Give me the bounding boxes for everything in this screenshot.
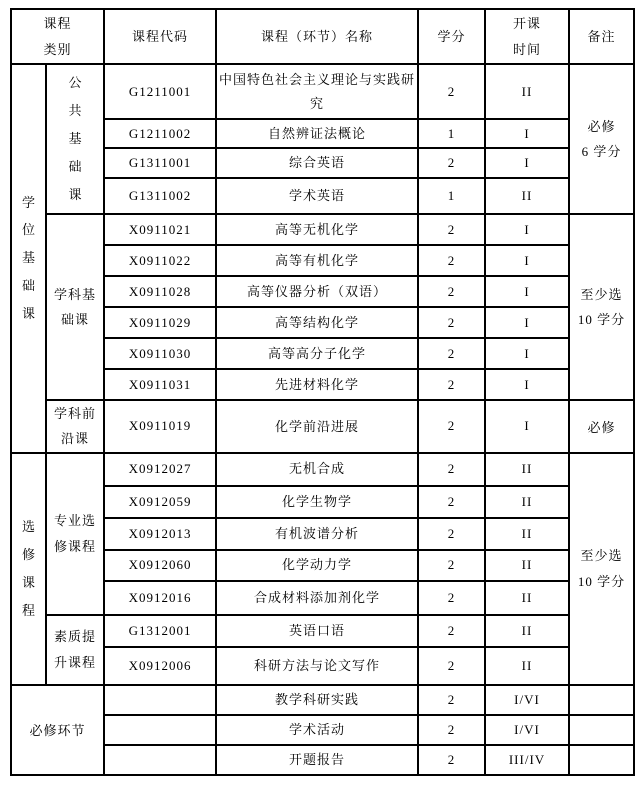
header-category: 课程 类别 — [11, 9, 104, 64]
course-name-cell: 有机波谱分析 — [216, 518, 418, 550]
course-time-cell: II — [485, 581, 569, 615]
course-row — [11, 486, 634, 518]
course-name-cell: 教学科研实践 — [216, 685, 418, 715]
course-code-cell — [104, 715, 216, 745]
course-code-cell: G1211001 — [104, 64, 216, 119]
course-time-cell: II — [485, 178, 569, 214]
course-name-cell: 化学生物学 — [216, 486, 418, 518]
course-time-cell: I — [485, 148, 569, 178]
course-credits-cell: 2 — [418, 453, 485, 486]
course-code-cell: G1311002 — [104, 178, 216, 214]
course-code-cell: X0911022 — [104, 245, 216, 276]
curriculum-table — [10, 8, 635, 776]
course-row — [11, 338, 634, 369]
note-atleast-10-credits-elective: 至少选 10 学分 — [569, 453, 634, 685]
course-row — [11, 214, 634, 245]
course-credits-cell: 2 — [418, 307, 485, 338]
section-elective-label: 选修课程 — [21, 518, 35, 618]
course-name-cell: 高等结构化学 — [216, 307, 418, 338]
course-credits-cell: 2 — [418, 369, 485, 400]
course-row — [11, 550, 634, 581]
course-credits-cell: 2 — [418, 214, 485, 245]
course-row — [11, 119, 634, 148]
course-row — [11, 369, 634, 400]
course-row — [11, 647, 634, 685]
course-credits-cell: 2 — [418, 615, 485, 647]
course-name-cell: 英语口语 — [216, 615, 418, 647]
note-required: 必修 — [569, 400, 634, 453]
course-row — [11, 615, 634, 647]
course-row — [11, 307, 634, 338]
course-row — [11, 276, 634, 307]
course-row — [11, 178, 634, 214]
course-credits-cell: 1 — [418, 119, 485, 148]
note-atleast-10-credits-basic: 至少选 10 学分 — [569, 214, 634, 400]
course-code-cell: X0911028 — [104, 276, 216, 307]
course-row — [11, 64, 634, 119]
course-name-cell: 高等高分子化学 — [216, 338, 418, 369]
course-code-cell: X0911031 — [104, 369, 216, 400]
course-code-cell — [104, 685, 216, 715]
course-time-cell: I — [485, 369, 569, 400]
course-row — [11, 453, 634, 486]
note-empty-cell — [569, 745, 634, 775]
course-time-cell: I — [485, 119, 569, 148]
course-row — [11, 685, 634, 715]
course-credits-cell: 2 — [418, 685, 485, 715]
course-name-cell: 中国特色社会主义理论与实践研究 — [216, 64, 418, 119]
course-name-cell: 化学动力学 — [216, 550, 418, 581]
course-credits-cell: 2 — [418, 581, 485, 615]
course-name-cell: 先进材料化学 — [216, 369, 418, 400]
header-name: 课程（环节）名称 — [216, 9, 418, 64]
course-row — [11, 400, 634, 453]
note-required-6-credits: 必修 6 学分 — [569, 64, 634, 214]
course-time-cell: II — [485, 615, 569, 647]
course-credits-cell: 2 — [418, 148, 485, 178]
course-code-cell — [104, 745, 216, 775]
course-time-cell: I/VI — [485, 685, 569, 715]
course-code-cell: X0911029 — [104, 307, 216, 338]
section-required-steps: 必修环节 — [11, 685, 104, 775]
course-credits-cell: 2 — [418, 338, 485, 369]
course-code-cell: G1211002 — [104, 119, 216, 148]
course-code-cell: X0912027 — [104, 453, 216, 486]
course-credits-cell: 2 — [418, 486, 485, 518]
course-code-cell: X0912059 — [104, 486, 216, 518]
course-code-cell: X0912006 — [104, 647, 216, 685]
course-name-cell: 合成材料添加剂化学 — [216, 581, 418, 615]
course-time-cell: II — [485, 64, 569, 119]
subsection-quality-improve: 素质提 升课程 — [46, 615, 104, 685]
course-code-cell: G1312001 — [104, 615, 216, 647]
course-credits-cell: 2 — [418, 715, 485, 745]
table-header-row — [11, 9, 634, 64]
course-name-cell: 学术活动 — [216, 715, 418, 745]
note-empty-cell — [569, 715, 634, 745]
course-name-cell: 高等有机化学 — [216, 245, 418, 276]
section-degree-basic — [11, 64, 46, 453]
course-credits-cell: 2 — [418, 276, 485, 307]
subsection-public-basic-label: 公共基础课 — [68, 75, 82, 202]
course-time-cell: II — [485, 647, 569, 685]
subsection-public-basic — [46, 64, 104, 214]
course-code-cell: X0911030 — [104, 338, 216, 369]
course-credits-cell: 1 — [418, 178, 485, 214]
subsection-major-elective: 专业选 修课程 — [46, 453, 104, 615]
course-time-cell: II — [485, 550, 569, 581]
course-code-cell: X0912016 — [104, 581, 216, 615]
course-time-cell: I — [485, 400, 569, 453]
course-credits-cell: 2 — [418, 400, 485, 453]
course-name-cell: 开题报告 — [216, 745, 418, 775]
section-elective — [11, 453, 46, 685]
course-time-cell: I — [485, 276, 569, 307]
course-name-cell: 自然辨证法概论 — [216, 119, 418, 148]
course-name-cell: 高等仪器分析（双语） — [216, 276, 418, 307]
course-time-cell: II — [485, 453, 569, 486]
course-row — [11, 518, 634, 550]
note-empty-cell — [569, 685, 634, 715]
course-time-cell: II — [485, 486, 569, 518]
section-degree-basic-label: 学位基础课 — [21, 194, 35, 322]
course-credits-cell: 2 — [418, 550, 485, 581]
course-credits-cell: 2 — [418, 64, 485, 119]
course-name-cell: 无机合成 — [216, 453, 418, 486]
course-credits-cell: 2 — [418, 745, 485, 775]
course-row — [11, 715, 634, 745]
course-name-cell: 学术英语 — [216, 178, 418, 214]
course-credits-cell: 2 — [418, 245, 485, 276]
course-time-cell: I — [485, 307, 569, 338]
course-code-cell: X0911019 — [104, 400, 216, 453]
course-time-cell: II — [485, 518, 569, 550]
course-row — [11, 581, 634, 615]
subsection-subject-frontier: 学科前 沿课 — [46, 400, 104, 453]
course-time-cell: I — [485, 245, 569, 276]
header-note: 备注 — [569, 9, 634, 64]
header-credits: 学分 — [418, 9, 485, 64]
header-time: 开课 时间 — [485, 9, 569, 64]
course-row — [11, 745, 634, 775]
course-time-cell: I — [485, 338, 569, 369]
course-code-cell: X0911021 — [104, 214, 216, 245]
course-name-cell: 高等无机化学 — [216, 214, 418, 245]
course-row — [11, 245, 634, 276]
course-time-cell: I — [485, 214, 569, 245]
course-name-cell: 综合英语 — [216, 148, 418, 178]
course-time-cell: I/VI — [485, 715, 569, 745]
course-row — [11, 148, 634, 178]
header-code: 课程代码 — [104, 9, 216, 64]
course-code-cell: G1311001 — [104, 148, 216, 178]
course-credits-cell: 2 — [418, 647, 485, 685]
course-code-cell: X0912013 — [104, 518, 216, 550]
course-code-cell: X0912060 — [104, 550, 216, 581]
course-name-cell: 科研方法与论文写作 — [216, 647, 418, 685]
course-time-cell: III/IV — [485, 745, 569, 775]
subsection-subject-basic: 学科基 础课 — [46, 214, 104, 400]
course-name-cell: 化学前沿进展 — [216, 400, 418, 453]
course-credits-cell: 2 — [418, 518, 485, 550]
